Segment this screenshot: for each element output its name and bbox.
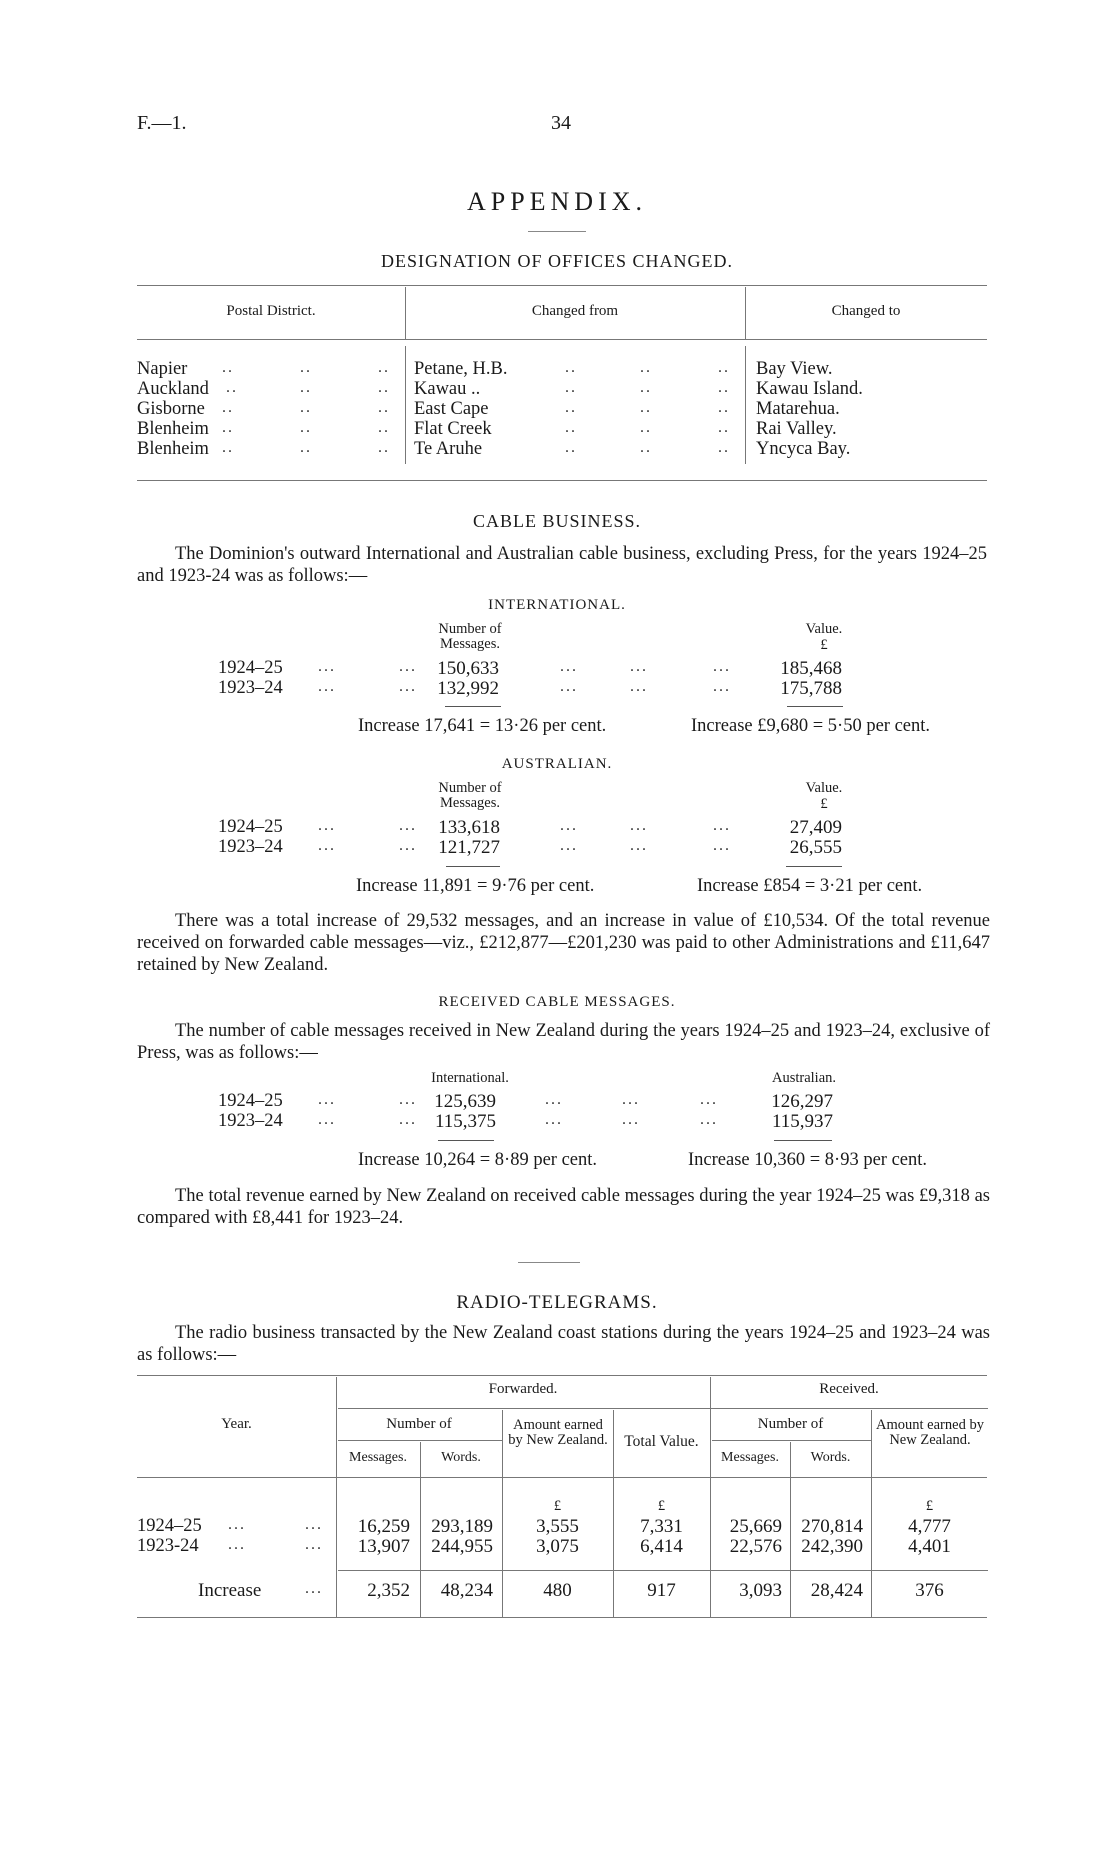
australian-cell: 115,937 [771,1111,833,1132]
rec-amount-cell: 4,777 [908,1516,951,1537]
year-cell: 1923–24 [218,678,283,698]
leader-dots: ... [318,1111,336,1128]
radio-bottom-rule [137,1617,987,1618]
changed-to-cell: Bay View. [756,359,833,379]
leader-dots: .. [378,379,390,396]
leader-dots: .. [640,419,652,436]
leader-dots: ... [713,817,731,834]
col-total-value: Total Value. [624,1433,699,1450]
leader-dots: .. [640,439,652,456]
radio-sub-rule [338,1440,502,1441]
currency-symbol: £ [925,1498,934,1514]
radio-increase-rule [338,1570,988,1571]
leader-dots: ... [622,1091,640,1108]
leader-dots: ... [399,1091,417,1108]
leader-dots: ... [545,1111,563,1128]
page-number: 34 [551,112,571,134]
messages-cell: 133,618 [438,817,500,838]
leader-dots: .. [378,359,390,376]
leader-dots: ... [713,678,731,695]
col-amount-earned: Amount earned by New Zealand. [876,1417,984,1448]
leader-dots: .. [222,439,234,456]
leader-dots: .. [300,439,312,456]
leader-dots: .. [378,399,390,416]
australian-increase-value: Increase £854 = 3·21 per cent. [697,876,923,896]
messages-cell: 132,992 [437,678,499,699]
currency-symbol: £ [820,796,828,812]
year-cell: 1923-24 [137,1536,199,1556]
col-changed-from: Changed from [531,303,619,319]
title-divider [528,231,586,232]
received-increase-international: Increase 10,264 = 8·89 per cent. [358,1150,598,1170]
value-cell: 185,468 [780,658,842,679]
leader-dots: ... [630,678,648,695]
district-cell: Blenheim [137,419,209,439]
leader-dots: .. [718,399,730,416]
leader-dots: .. [565,379,577,396]
leader-dots: ... [318,1091,336,1108]
designation-header-rule [137,339,987,340]
value-cell: 26,555 [789,837,842,858]
col-messages: Messages. [349,1450,407,1465]
changed-from-cell: Petane, H.B. [414,359,508,379]
changed-to-cell: Rai Valley. [756,419,837,439]
leader-dots: ... [545,1091,563,1108]
leader-dots: .. [640,379,652,396]
col-postal-district: Postal District. [226,303,316,319]
designation-col-divider [405,287,406,339]
changed-from-cell: Te Aruhe [414,439,483,459]
leader-dots: .. [222,419,234,436]
leader-dots: ... [305,1536,323,1553]
leader-dots: .. [300,359,312,376]
col-words: Words. [441,1450,481,1465]
leader-dots: ... [399,1111,417,1128]
leader-dots: ... [700,1091,718,1108]
sum-rule [774,1140,832,1141]
col-number-of: Number of [757,1416,824,1432]
leader-dots: ... [228,1516,246,1533]
col-number-of: Number of [386,1416,452,1432]
radio-sub-rule [712,1440,871,1441]
leader-dots: ... [700,1111,718,1128]
cable-heading: CABLE BUSINESS. [472,511,642,531]
leader-dots: ... [560,658,578,675]
designation-bottom-rule [137,480,987,481]
leader-dots: ... [318,837,336,854]
leader-dots: .. [300,379,312,396]
fwd-amount-cell: 480 [543,1580,572,1601]
designation-top-rule [137,285,987,286]
international-heading: INTERNATIONAL. [488,597,626,613]
leader-dots: ... [713,658,731,675]
australian-increase-messages: Increase 11,891 = 9·76 per cent. [356,876,595,896]
district-cell: Auckland [137,379,209,399]
leader-dots: .. [378,439,390,456]
col-forwarded: Forwarded. [488,1381,558,1397]
leader-dots: .. [226,379,238,396]
total-value-cell: 7,331 [640,1516,683,1537]
sum-rule [787,706,843,707]
rec-messages-cell: 25,669 [729,1516,782,1537]
leader-dots: ... [560,837,578,854]
year-cell: 1924–25 [137,1516,202,1536]
leader-dots: .. [222,359,234,376]
leader-dots: .. [640,399,652,416]
leader-dots: ... [630,837,648,854]
australian-cell: 126,297 [771,1091,833,1112]
rec-amount-cell: 376 [915,1580,944,1601]
leader-dots: .. [222,399,234,416]
leader-dots: ... [305,1580,323,1597]
changed-to-cell: Yncyca Bay. [756,439,851,459]
designation-col-divider [405,346,406,464]
col-value: Value. [805,780,843,796]
rec-messages-cell: 3,093 [739,1580,782,1601]
fwd-messages-cell: 2,352 [367,1580,410,1601]
year-cell: 1924–25 [218,1091,283,1111]
radio-top-rule [137,1375,987,1376]
increase-label: Increase [198,1580,262,1601]
messages-cell: 121,727 [438,837,500,858]
cable-intro: The Dominion's outward International and Australian cable business, excluding Press, for the years 1924–25 and 1923-24 was as follows:— [137,544,987,586]
fwd-messages-cell: 13,907 [357,1536,410,1557]
designation-col-divider [745,287,746,339]
sum-rule [445,706,501,707]
col-number-of-messages: Number of Messages. [438,621,502,652]
col-words: Words. [810,1450,851,1465]
sum-rule [438,1140,494,1141]
changed-from-cell: East Cape [414,399,489,419]
international-cell: 125,639 [434,1091,496,1112]
col-australian: Australian. [771,1070,837,1086]
district-cell: Blenheim [137,439,209,459]
changed-from-cell: Flat Creek [414,419,492,439]
fwd-messages-cell: 16,259 [357,1516,410,1537]
currency-symbol: £ [553,1498,562,1514]
sum-rule [786,866,842,867]
section-divider [518,1262,580,1263]
designation-heading: DESIGNATION OF OFFICES CHANGED. [380,251,734,271]
col-number-of-messages: Number of Messages. [438,780,502,811]
col-received: Received. [819,1381,879,1397]
currency-symbol: £ [820,637,828,653]
leader-dots: ... [560,817,578,834]
report-code: F.—1. [137,112,187,134]
changed-to-cell: Matarehua. [756,399,840,419]
leader-dots: .. [718,439,730,456]
leader-dots: ... [318,817,336,834]
total-value-cell: 917 [647,1580,676,1601]
leader-dots: .. [565,439,577,456]
leader-dots: .. [378,419,390,436]
leader-dots: ... [228,1536,246,1553]
rec-words-cell: 270,814 [801,1516,863,1537]
changed-to-cell: Kawau Island. [756,379,863,399]
district-cell: Napier [137,359,188,379]
leader-dots: .. [300,419,312,436]
fwd-words-cell: 293,189 [431,1516,493,1537]
col-messages: Messages. [721,1450,779,1465]
col-value: Value. [805,621,843,637]
rec-words-cell: 242,390 [801,1536,863,1557]
district-cell: Gisborne [137,399,205,419]
leader-dots: .. [718,379,730,396]
leader-dots: .. [640,359,652,376]
radio-group-rule [338,1408,988,1409]
received-increase-australian: Increase 10,360 = 8·93 per cent. [688,1150,928,1170]
messages-cell: 150,633 [437,658,499,679]
sum-rule [446,866,500,867]
designation-col-divider [745,346,746,464]
col-international: International. [431,1070,509,1086]
radio-intro: The radio business transacted by the New Zealand coast stations during the years 1924–25 and 1923–24 was as follows:— [137,1323,990,1365]
total-value-cell: 6,414 [640,1536,683,1557]
rec-amount-cell: 4,401 [908,1536,951,1557]
year-cell: 1923–24 [218,837,283,857]
leader-dots: ... [305,1516,323,1533]
leader-dots: ... [630,658,648,675]
leader-dots: .. [565,359,577,376]
leader-dots: ... [622,1111,640,1128]
col-year: Year. [221,1416,252,1432]
rec-messages-cell: 22,576 [729,1536,782,1557]
leader-dots: .. [565,419,577,436]
cable-summary: There was a total increase of 29,532 messages, and an increase in value of £10,534. Of the total revenue received on forwarded cable messages—viz., £212,877—£201,230 was paid to other Administrations and £11,647 retained by New Zealand. [137,911,990,975]
fwd-amount-cell: 3,075 [536,1536,579,1557]
international-increase-value: Increase £9,680 = 5·50 per cent. [691,716,931,736]
australian-heading: AUSTRALIAN. [501,756,613,772]
leader-dots: ... [399,678,417,695]
fwd-amount-cell: 3,555 [536,1516,579,1537]
rec-words-cell: 28,424 [810,1580,863,1601]
leader-dots: .. [565,399,577,416]
leader-dots: ... [399,837,417,854]
radio-header-rule [137,1477,987,1478]
leader-dots: .. [718,359,730,376]
page-title: APPENDIX. [466,187,648,216]
leader-dots: .. [300,399,312,416]
year-cell: 1924–25 [218,817,283,837]
leader-dots: ... [399,658,417,675]
changed-from-cell: Kawau .. [414,379,481,399]
col-changed-to: Changed to [831,303,901,319]
leader-dots: ... [630,817,648,834]
leader-dots: ... [318,658,336,675]
radio-heading: RADIO-TELEGRAMS. [456,1292,658,1313]
leader-dots: ... [560,678,578,695]
value-cell: 27,409 [789,817,842,838]
leader-dots: ... [713,837,731,854]
international-increase-messages: Increase 17,641 = 13·26 per cent. [358,716,607,736]
fwd-words-cell: 244,955 [431,1536,493,1557]
received-heading: RECEIVED CABLE MESSAGES. [438,994,676,1010]
currency-symbol: £ [657,1498,666,1514]
year-cell: 1923–24 [218,1111,283,1131]
col-amount-earned: Amount earned by New Zealand. [508,1417,608,1448]
leader-dots: ... [399,817,417,834]
leader-dots: ... [318,678,336,695]
received-intro: The number of cable messages received in New Zealand during the years 1924–25 and 1923–24, exclusive of Press, was as follows:— [137,1021,990,1063]
leader-dots: .. [718,419,730,436]
value-cell: 175,788 [780,678,842,699]
year-cell: 1924–25 [218,658,283,678]
fwd-words-cell: 48,234 [440,1580,493,1601]
received-summary: The total revenue earned by New Zealand on received cable messages during the year 1924–25 was £9,318 as compared with £8,441 for 1923–24. [137,1186,990,1228]
international-cell: 115,375 [434,1111,496,1132]
